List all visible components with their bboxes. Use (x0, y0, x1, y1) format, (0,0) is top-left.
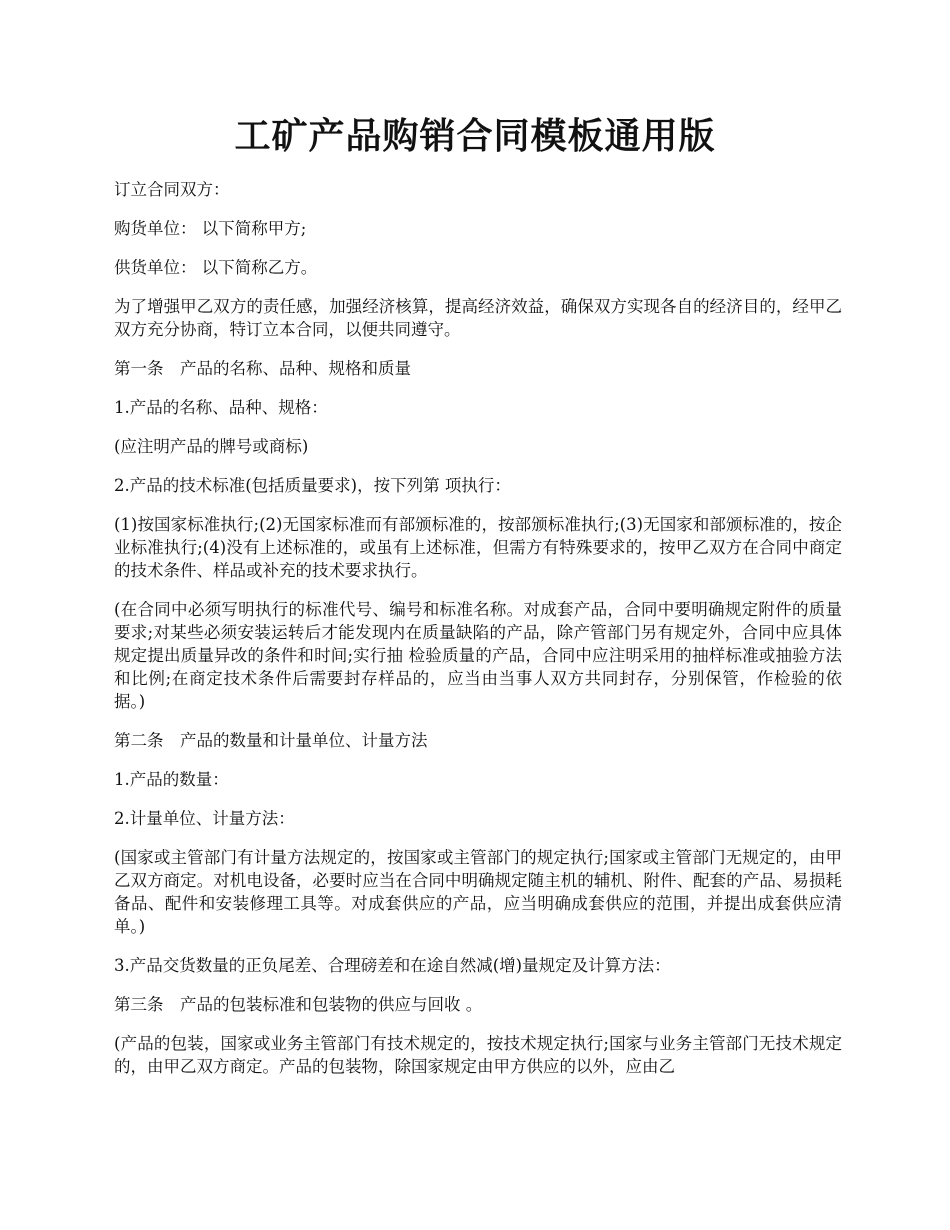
paragraph: (应注明产品的牌号或商标) (114, 437, 309, 456)
paragraph: 1.产品的名称、品种、规格： (114, 398, 328, 417)
paragraph: 1.产品的数量： (114, 770, 229, 789)
section-heading: 第二条 产品的数量和计量单位、计量方法 (114, 731, 428, 750)
paragraph: 供货单位： 以下简称乙方。 (114, 258, 318, 277)
paragraph: 订立合同双方： (114, 180, 230, 199)
paragraph: (在合同中必须写明执行的标准代号、编号和标准名称。对成套产品，合同中要明确规定附件的质量要求;对某些必须安装运转后才能发现内在质量缺陷的产品，除产管部门另有规定外，合同中应具体规定提出质量异改的条件和时间;实行抽 检验质量的产品，合同中应注明采用的抽样标准或抽验方法和比例;在商定技术条件后需要封存样品的，应当由当事人双方共同封存，分别保管，作检验的依据。) (114, 600, 842, 711)
paragraph: (国家或主管部门有计量方法规定的，按国家或主管部门的规定执行;国家或主管部门无规定的，由甲乙双方商定。对机电设备，必要时应当在合同中明确规定随主机的辅机、附件、配套的产品、易损耗备品、配件和安装修理工具等。对成套供应的产品，应当明确成套供应的范围，并提出成套供应清单。) (114, 848, 842, 936)
paragraph: 2.产品的技术标准(包括质量要求)，按下列第 项执行： (114, 476, 511, 495)
paragraph: 3.产品交货数量的正负尾差、合理磅差和在途自然减(增)量规定及计算方法： (114, 956, 671, 975)
document-title: 工矿产品购销合同模板通用版 (234, 115, 716, 157)
paragraph: 为了增强甲乙双方的责任感，加强经济核算，提高经济效益，确保双方实现各自的经济目的，经甲乙双方充分协商，特订立本合同，以便共同遵守。 (114, 297, 842, 339)
paragraph: (产品的包装，国家或业务主管部门有技术规定的，按技术规定执行;国家与业务主管部门无技术规定的，由甲乙双方商定。产品的包装物，除国家规定由甲方供应的以外，应由乙 (114, 1034, 842, 1076)
paragraph: 2.计量单位、计量方法： (114, 809, 295, 828)
paragraph: 购货单位： 以下简称甲方; (114, 219, 307, 238)
section-heading: 第一条 产品的名称、品种、规格和质量 (114, 359, 411, 378)
paragraph: (1)按国家标准执行;(2)无国家标准而有部颁标准的，按部颁标准执行;(3)无国家和部颁标准的，按企业标准执行;(4)没有上述标准的，或虽有上述标准，但需方有特殊要求的，按甲乙双方在合同中商定的技术条件、样品或补充的技术要求执行。 (114, 515, 842, 580)
section-heading: 第三条 产品的包装标准和包装物的供应与回收 。 (114, 995, 483, 1014)
document-body (114, 178, 842, 1094)
